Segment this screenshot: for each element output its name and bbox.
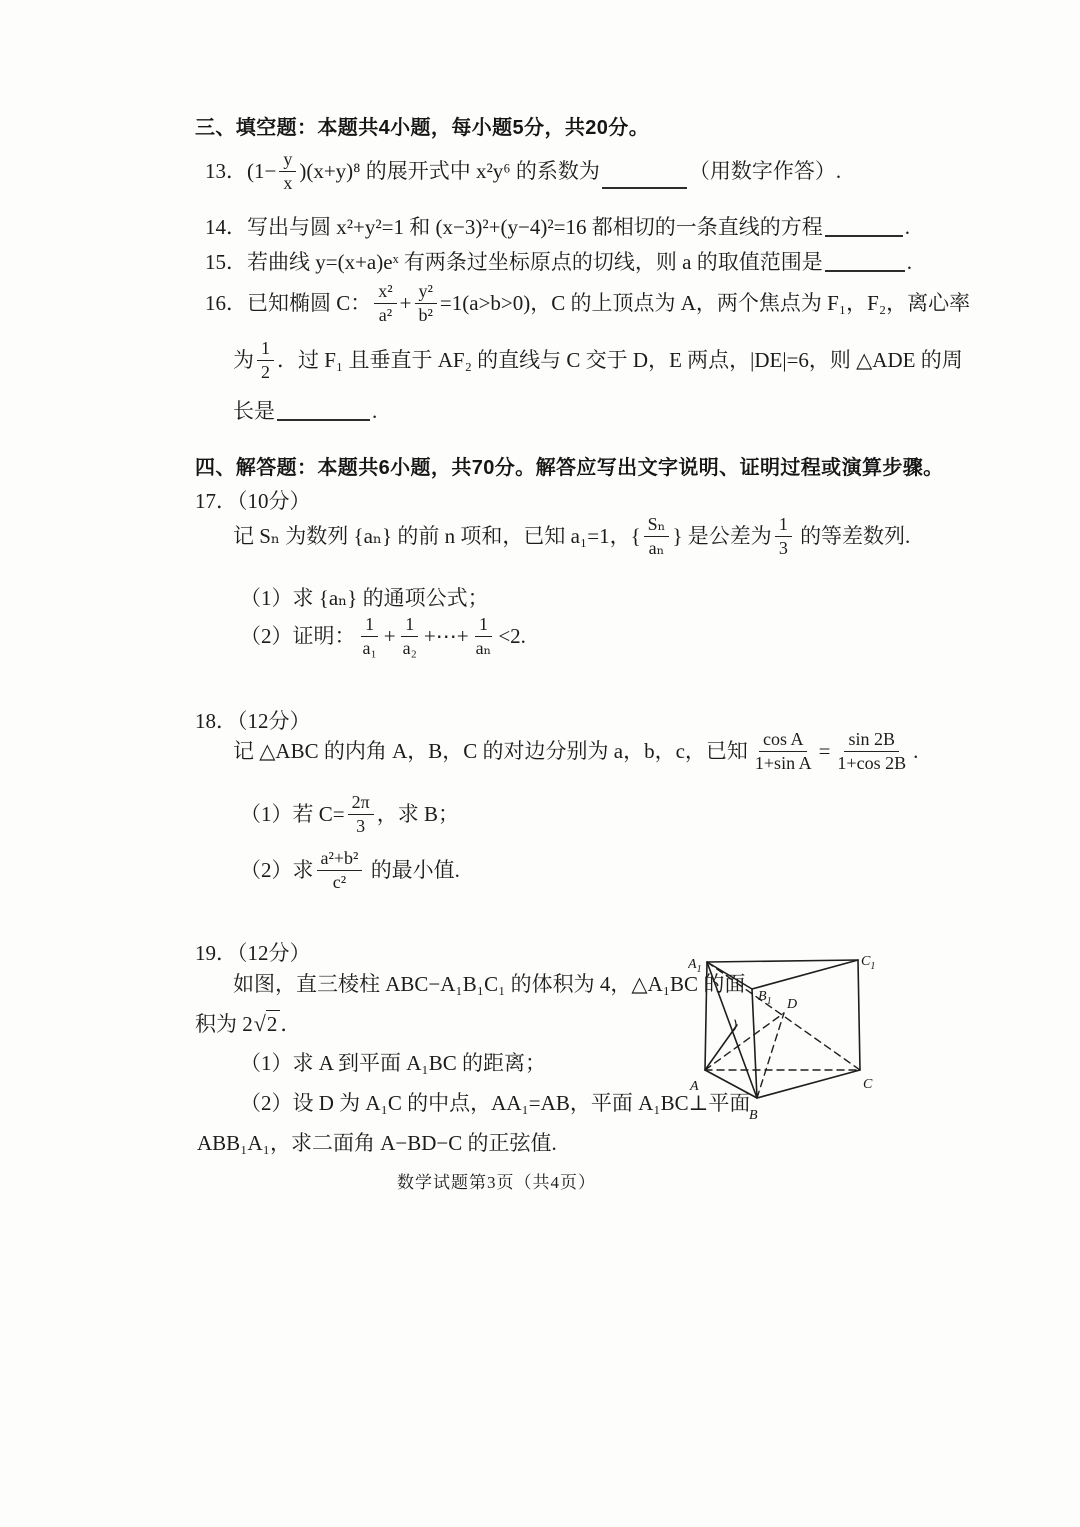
fraction-1-over-2: $\frac{1}{2}$ <box>257 338 274 382</box>
text-run: =1(a>b>0)，C 的上顶点为 A，两个焦点为 F₁，F₂，离心率 <box>439 291 971 316</box>
question-number: 15． <box>205 250 247 275</box>
text-run: 若曲线 y=(x+a)eˣ 有两条过坐标原点的切线，则 a 的取值范围是 <box>247 250 823 275</box>
fraction-y2-over-b2: $\frac{\text{y²}}{\text{b²}}$ <box>415 281 437 325</box>
question-18-stem <box>233 729 918 773</box>
segment-AD-hidden <box>705 1013 784 1070</box>
answer-blank <box>825 249 905 272</box>
radicand: 2 <box>266 1010 281 1037</box>
question-19-part2 <box>240 1090 750 1116</box>
text-run: 的等差数列. <box>794 524 911 549</box>
text-run: . <box>372 399 378 424</box>
text-run: 记 Sₙ 为数列 {aₙ} 的前 n 项和，已知 a₁=1，{ <box>233 524 641 549</box>
question-16-line3 <box>233 398 377 425</box>
text-run: （1）求 {aₙ} 的通项公式； <box>240 586 489 610</box>
prism-figure <box>688 942 888 1127</box>
question-number: 14． <box>205 215 247 240</box>
fraction-a2b2-over-c2: $\frac{\text{a²+b²}}{\text{c²}}$ <box>317 848 363 892</box>
text-run: （2）设 D 为 A₁C 的中点，AA₁=AB，平面 A₁BC⊥平面 <box>240 1091 751 1115</box>
label-C: C <box>863 1077 873 1092</box>
segment-BD-hidden <box>757 1013 784 1098</box>
fraction-cosA: $\frac{\text{cos A}}{\text{1+sin A}}$ <box>754 729 812 773</box>
fraction-1-over-a1: $\frac{1}{\text{a₁}}$ <box>362 614 377 658</box>
text-run: 写出与圆 x²+y²=1 和 (x−3)²+(y−4)²=16 都相切的一条直线的方程 <box>247 215 823 240</box>
page-footer <box>397 1172 596 1193</box>
plus-sign: + <box>383 624 396 649</box>
label-B1: $B_1$ <box>758 989 772 1007</box>
question-number: 16． <box>205 291 247 316</box>
text-run: )(x+y)⁸ 的展开式中 x²y⁶ 的系数为 <box>299 159 600 184</box>
text-run: ．过 F₁ 且垂直于 AF₂ 的直线与 C 交于 D，E 两点，|DE|=6，则 △ADE 的周 <box>277 348 963 373</box>
fraction-y-over-x: $\frac{y}{x}$ <box>279 149 296 193</box>
page-footer-text: 数学试题第3页（共4页） <box>397 1173 596 1192</box>
question-13 <box>205 149 841 193</box>
ellipsis-run: +⋯+ <box>423 624 469 649</box>
text-run: <2. <box>498 624 526 649</box>
text-run: 已知椭圆 C： <box>247 291 372 316</box>
label-B: B <box>749 1108 758 1123</box>
question-17-part2 <box>240 614 526 658</box>
text-run: ． <box>280 1011 302 1036</box>
label-D: D <box>787 997 798 1012</box>
question-number: 18．（12分） <box>195 709 311 733</box>
question-16-line2 <box>233 338 963 382</box>
fraction-2pi-over-3: $\frac{2\pi}{3}$ <box>348 792 374 836</box>
edge-BC <box>757 1070 860 1098</box>
text-run: . <box>906 250 912 275</box>
section3-header <box>195 116 649 141</box>
diagonal-A1B <box>707 962 757 1098</box>
edge-A1B1 <box>707 962 752 989</box>
text-run: ABB₁A₁，求二面角 A−BD−C 的正弦值. <box>197 1131 557 1155</box>
question-16-line1 <box>205 281 970 325</box>
answer-blank <box>602 166 687 189</box>
fraction-1-over-3: $\frac{1}{3}$ <box>775 514 792 558</box>
label-A1: $A_1$ <box>688 957 702 975</box>
text-run: （1）求 A 到平面 A₁BC 的距离； <box>240 1051 547 1075</box>
question-18-part1 <box>240 792 459 836</box>
plus-sign: + <box>399 291 412 316</box>
question-19-line1 <box>233 971 745 997</box>
label-C1: $C_1$ <box>861 954 876 972</box>
fraction-1-over-an: $\frac{1}{\text{aₙ}}$ <box>475 614 492 658</box>
equals-sign: = <box>818 739 831 764</box>
text-run: 如图，直三棱柱 ABC−A₁B₁C₁ 的体积为 4，△A₁BC 的面 <box>233 972 746 996</box>
edge-A1A <box>705 962 707 1070</box>
answer-blank <box>825 214 903 237</box>
fraction-x2-over-a2: $\frac{\text{x²}}{\text{a²}}$ <box>374 281 396 325</box>
radical-sign: √ <box>253 1011 266 1036</box>
text-run: (1− <box>247 159 277 184</box>
question-19-head <box>195 940 311 966</box>
text-run: 的最小值. <box>365 858 460 883</box>
fraction-sin2B: $\frac{\sin 2B}{1+\cos 2B}$ <box>837 729 907 773</box>
text-run: （用数字作答）. <box>688 159 842 184</box>
text-run: （1）若 C= <box>240 802 345 827</box>
question-number: 19．（12分） <box>195 941 311 965</box>
edge-C1C <box>858 960 860 1070</box>
text-run: 为 <box>233 348 254 373</box>
fraction-1-over-a2: $\frac{1}{\text{a₂}}$ <box>402 614 417 658</box>
question-19-line5 <box>197 1130 557 1156</box>
section3-header-text: 三、填空题：本题共4小题，每小题5分，共20分。 <box>195 117 650 139</box>
edge-B1B <box>752 989 757 1098</box>
text-run: 记 △ABC 的内角 A，B，C 的对边分别为 a，b，c，已知 <box>233 739 748 764</box>
fraction-Sn-over-an: $\frac{\text{Sₙ}}{\text{aₙ}}$ <box>644 514 670 558</box>
edge-AB <box>705 1070 757 1098</box>
answer-blank <box>277 398 370 421</box>
question-19-line2 <box>195 1010 301 1038</box>
text-run: （2）证明： <box>240 624 356 649</box>
question-number: 17．（10分） <box>195 489 311 513</box>
question-17-part1 <box>240 585 489 611</box>
label-A: A <box>690 1079 699 1094</box>
text-run: 长是 <box>233 399 275 424</box>
edge-B1C1 <box>752 960 858 989</box>
text-run: ，求 B； <box>376 802 459 827</box>
question-14 <box>205 214 910 241</box>
text-run: 积为 2 <box>195 1011 253 1036</box>
question-19-part1 <box>240 1050 546 1076</box>
question-17-stem <box>233 514 910 558</box>
question-18-part2 <box>240 848 460 892</box>
text-run: （2）求 <box>240 858 314 883</box>
section4-header <box>195 456 944 481</box>
section4-header-text: 四、解答题：本题共6小题，共70分。解答应写出文字说明、证明过程或演算步骤。 <box>195 457 944 479</box>
text-run: } 是公差为 <box>672 524 772 549</box>
text-run: . <box>913 739 919 764</box>
question-15 <box>205 249 912 276</box>
question-17-head <box>195 488 311 514</box>
edge-A1C1 <box>707 960 858 962</box>
question-number: 13． <box>205 159 247 184</box>
text-run: . <box>904 215 910 240</box>
